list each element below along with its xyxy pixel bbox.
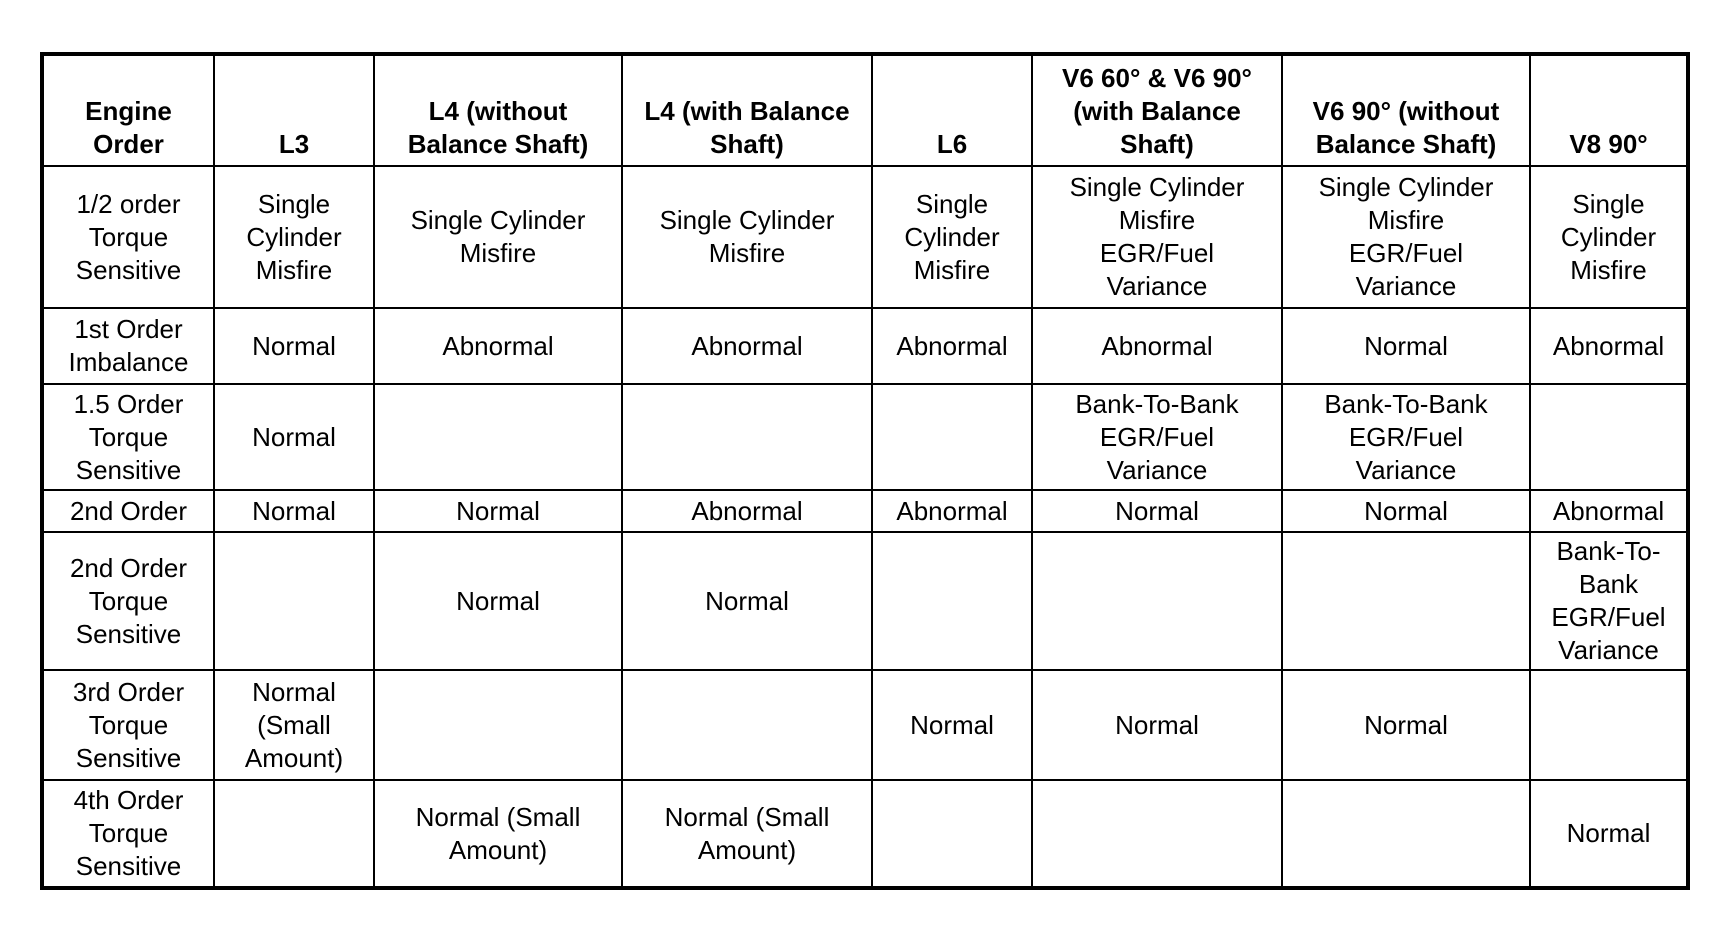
- cell-l3: Normal: [214, 490, 374, 532]
- cell-row-label: 2nd Order Torque Sensitive: [42, 532, 214, 670]
- cell-v8-90: Bank-To- Bank EGR/Fuel Variance: [1530, 532, 1688, 670]
- cell-l4-with-balance-shaft: Single Cylinder Misfire: [622, 166, 872, 308]
- cell-row-label: 1.5 Order Torque Sensitive: [42, 384, 214, 490]
- cell-v8-90: Abnormal: [1530, 490, 1688, 532]
- cell-row-label: 3rd Order Torque Sensitive: [42, 670, 214, 780]
- cell-l4-without-balance-shaft: Normal: [374, 490, 622, 532]
- cell-v6-without-balance-shaft: Normal: [1282, 308, 1530, 384]
- cell-l3: Normal: [214, 308, 374, 384]
- cell-v6-with-balance-shaft: Single Cylinder Misfire EGR/Fuel Variance: [1032, 166, 1282, 308]
- cell-l4-without-balance-shaft: Single Cylinder Misfire: [374, 166, 622, 308]
- header-v6-without-balance-shaft: V6 90° (without Balance Shaft): [1282, 54, 1530, 166]
- cell-v8-90: Normal: [1530, 780, 1688, 888]
- header-l4-with-balance-shaft: L4 (with Balance Shaft): [622, 54, 872, 166]
- header-engine-order: Engine Order: [42, 54, 214, 166]
- cell-l6: [872, 532, 1032, 670]
- cell-v8-90: [1530, 670, 1688, 780]
- header-l3: L3: [214, 54, 374, 166]
- table-row: [42, 490, 1688, 532]
- cell-v6-without-balance-shaft: [1282, 532, 1530, 670]
- cell-row-label: 1/2 order Torque Sensitive: [42, 166, 214, 308]
- cell-l4-with-balance-shaft: Normal (Small Amount): [622, 780, 872, 888]
- cell-v6-with-balance-shaft: Abnormal: [1032, 308, 1282, 384]
- cell-l3: Single Cylinder Misfire: [214, 166, 374, 308]
- cell-v6-without-balance-shaft: Normal: [1282, 670, 1530, 780]
- table-body: [42, 166, 1688, 888]
- cell-l6: [872, 780, 1032, 888]
- cell-v6-with-balance-shaft: Bank-To-Bank EGR/Fuel Variance: [1032, 384, 1282, 490]
- cell-l4-without-balance-shaft: Normal (Small Amount): [374, 780, 622, 888]
- cell-l4-with-balance-shaft: Normal: [622, 532, 872, 670]
- cell-l3: Normal: [214, 384, 374, 490]
- cell-l3: [214, 532, 374, 670]
- cell-v8-90: Single Cylinder Misfire: [1530, 166, 1688, 308]
- cell-v6-with-balance-shaft: Normal: [1032, 670, 1282, 780]
- cell-l6: Single Cylinder Misfire: [872, 166, 1032, 308]
- cell-l6: [872, 384, 1032, 490]
- table-row: [42, 780, 1688, 888]
- header-v8-90: V8 90°: [1530, 54, 1688, 166]
- cell-l6: Abnormal: [872, 490, 1032, 532]
- cell-row-label: 1st Order Imbalance: [42, 308, 214, 384]
- cell-l6: Abnormal: [872, 308, 1032, 384]
- engine-order-table: [40, 52, 1690, 890]
- header-l6: L6: [872, 54, 1032, 166]
- cell-l3: [214, 780, 374, 888]
- table-row: [42, 166, 1688, 308]
- cell-row-label: 4th Order Torque Sensitive: [42, 780, 214, 888]
- cell-l4-without-balance-shaft: [374, 670, 622, 780]
- cell-l4-with-balance-shaft: Abnormal: [622, 308, 872, 384]
- table-row: [42, 670, 1688, 780]
- table-row: [42, 532, 1688, 670]
- cell-v6-without-balance-shaft: Single Cylinder Misfire EGR/Fuel Variance: [1282, 166, 1530, 308]
- cell-v6-without-balance-shaft: [1282, 780, 1530, 888]
- cell-v6-without-balance-shaft: Bank-To-Bank EGR/Fuel Variance: [1282, 384, 1530, 490]
- header-v6-with-balance-shaft: V6 60° & V6 90° (with Balance Shaft): [1032, 54, 1282, 166]
- cell-l4-with-balance-shaft: Abnormal: [622, 490, 872, 532]
- cell-l4-with-balance-shaft: [622, 670, 872, 780]
- cell-l4-without-balance-shaft: Normal: [374, 532, 622, 670]
- cell-v6-without-balance-shaft: Normal: [1282, 490, 1530, 532]
- cell-l6: Normal: [872, 670, 1032, 780]
- cell-v6-with-balance-shaft: [1032, 780, 1282, 888]
- cell-row-label: 2nd Order: [42, 490, 214, 532]
- cell-v6-with-balance-shaft: [1032, 532, 1282, 670]
- engine-order-table-container: [40, 52, 1686, 890]
- header-l4-without-balance-shaft: L4 (without Balance Shaft): [374, 54, 622, 166]
- cell-v8-90: Abnormal: [1530, 308, 1688, 384]
- header-row: [42, 54, 1688, 166]
- cell-l4-without-balance-shaft: [374, 384, 622, 490]
- cell-v8-90: [1530, 384, 1688, 490]
- cell-l4-with-balance-shaft: [622, 384, 872, 490]
- table-row: [42, 308, 1688, 384]
- cell-v6-with-balance-shaft: Normal: [1032, 490, 1282, 532]
- cell-l4-without-balance-shaft: Abnormal: [374, 308, 622, 384]
- table-row: [42, 384, 1688, 490]
- cell-l3: Normal (Small Amount): [214, 670, 374, 780]
